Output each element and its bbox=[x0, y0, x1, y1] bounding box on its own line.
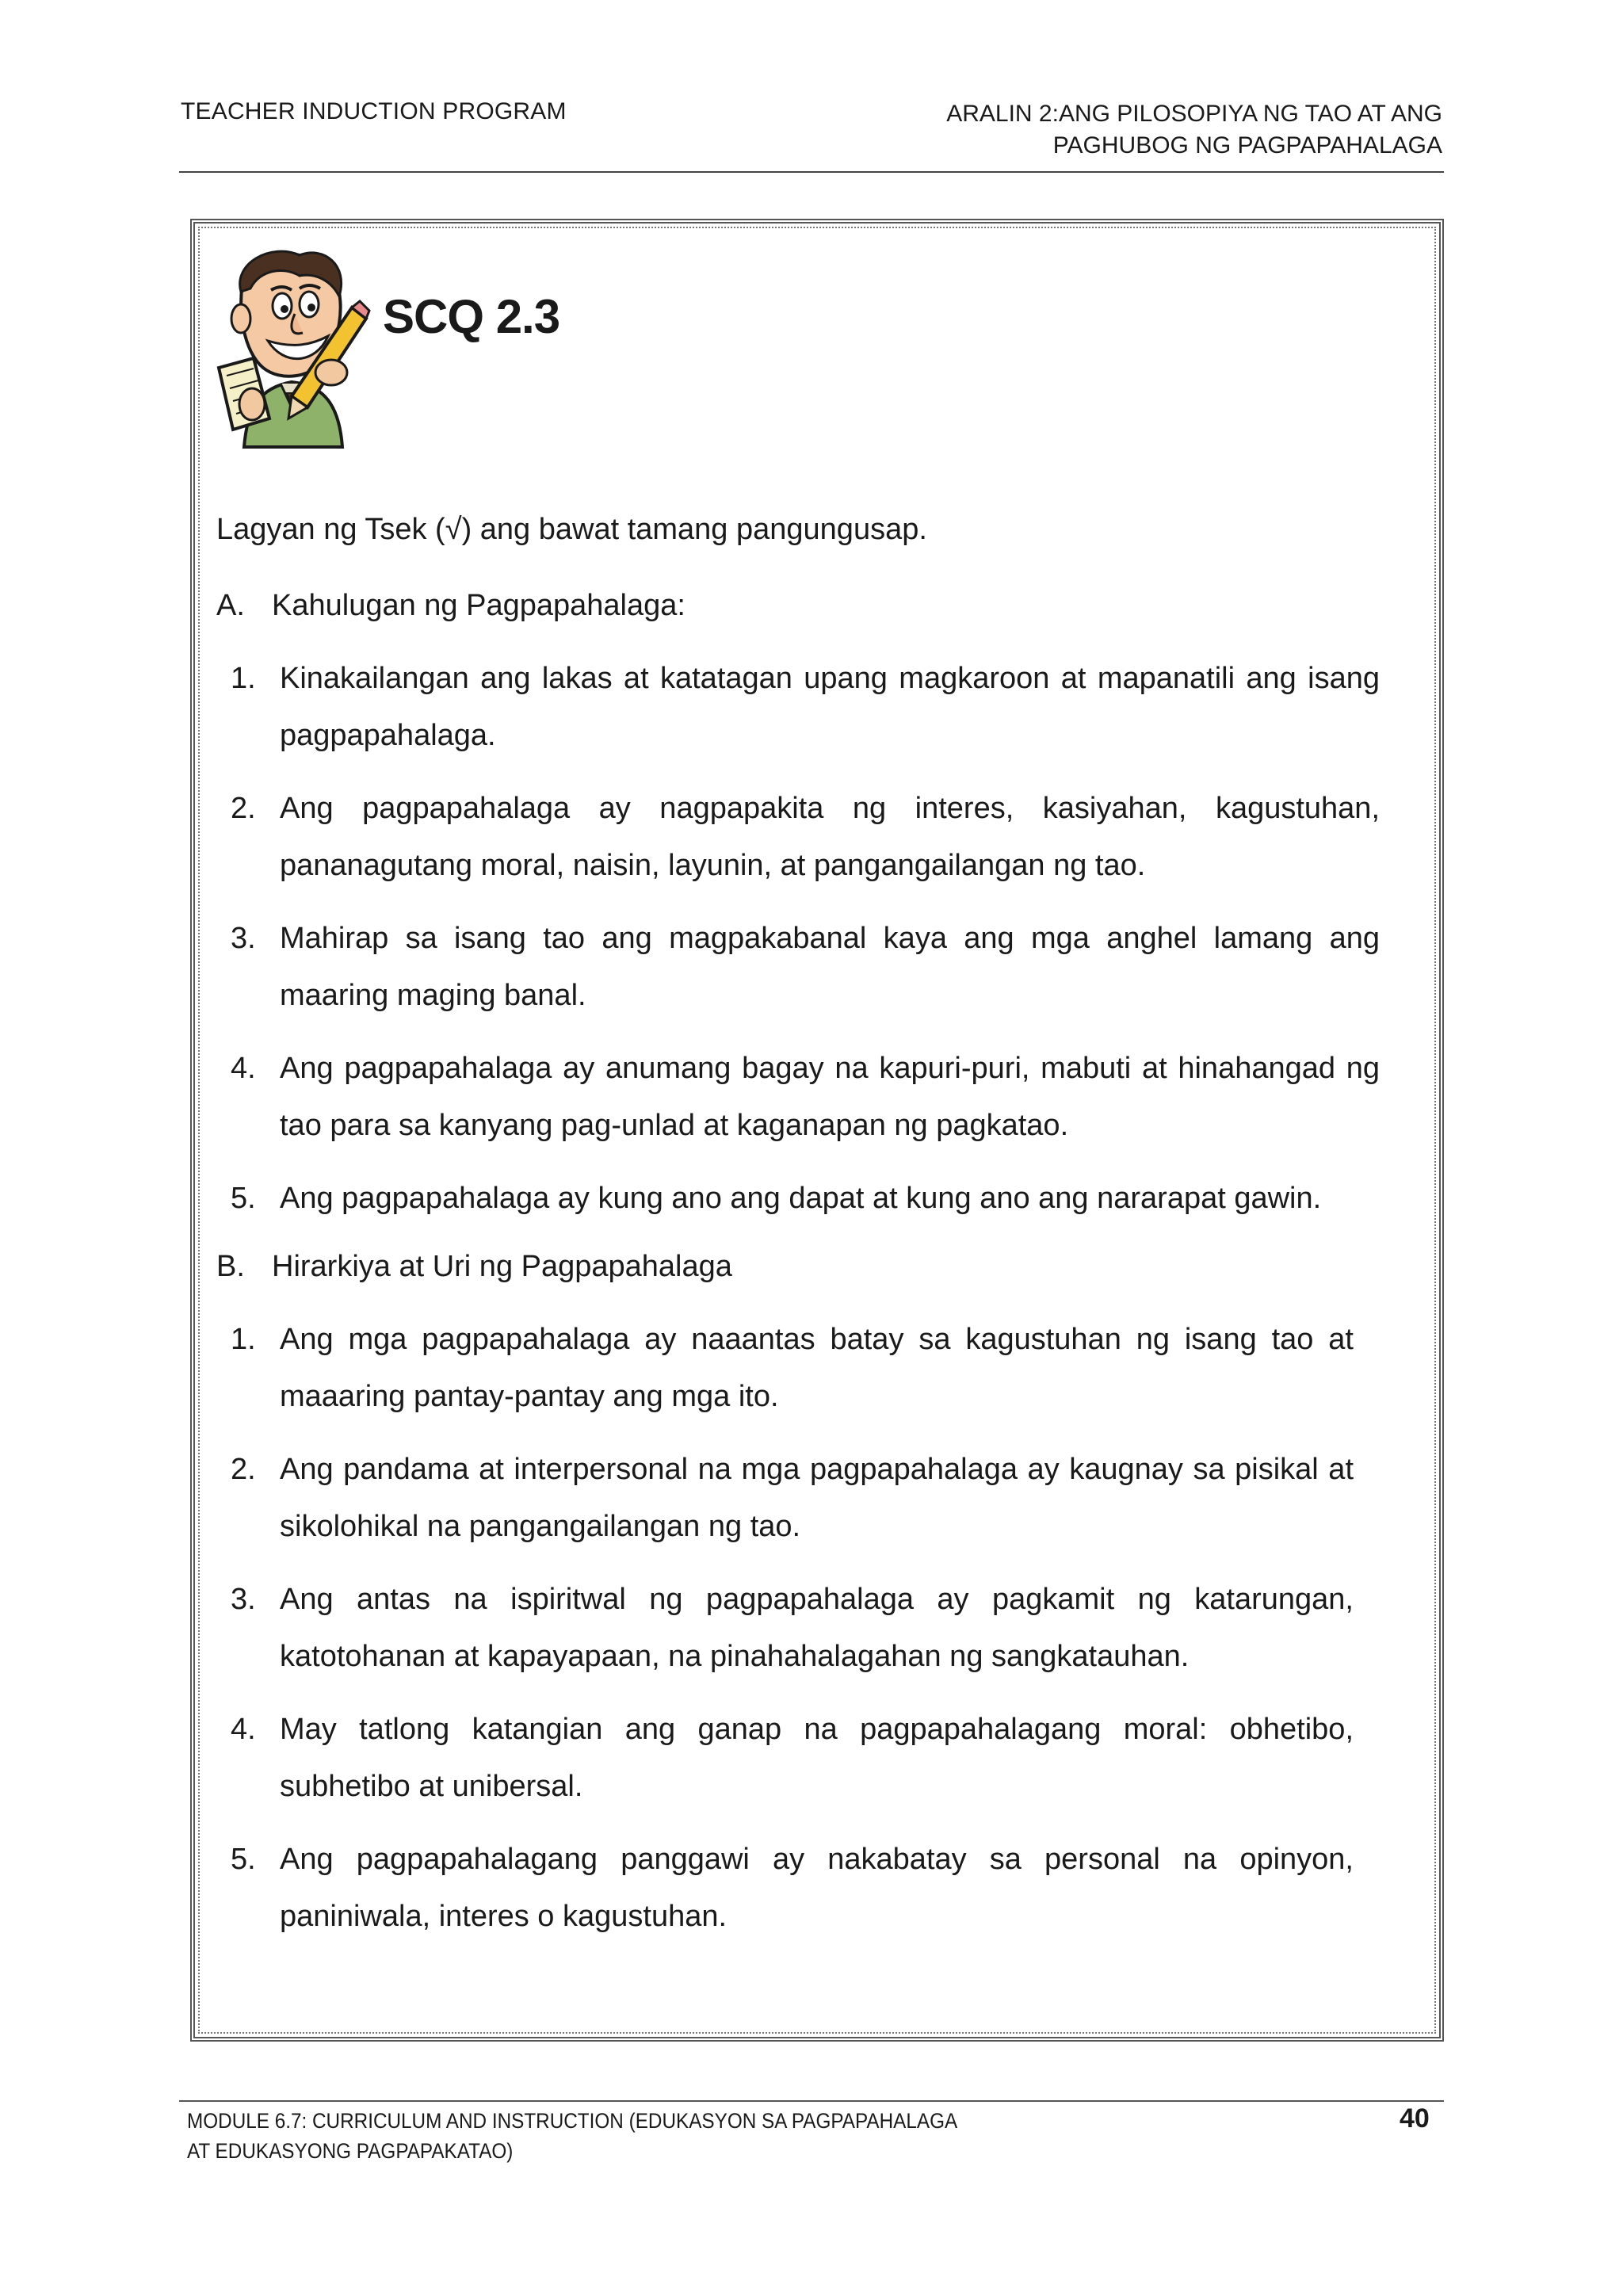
footer-line1: MODULE 6.7: CURRICULUM AND INSTRUCTION (EDUKASYON SA PAGPAPAHALAGA bbox=[187, 2109, 958, 2133]
item-number: 2. bbox=[231, 1453, 256, 1486]
list-item bbox=[216, 1040, 1380, 1154]
section-b-letter: B. bbox=[216, 1250, 245, 1283]
item-number: 5. bbox=[231, 1843, 256, 1876]
list-item bbox=[216, 1441, 1354, 1555]
section-a-letter: A. bbox=[216, 589, 245, 622]
list-item bbox=[216, 650, 1380, 764]
header-program-title: TEACHER INDUCTION PROGRAM bbox=[181, 98, 567, 124]
section-a-heading bbox=[216, 582, 1380, 629]
item-number: 2. bbox=[231, 792, 256, 825]
header-divider bbox=[179, 171, 1444, 173]
item-text: Ang mga pagpapahalaga ay naaantas batay sa kagustuhan ng isang tao at maaaring pantay-pantay ang mga ito. bbox=[280, 1323, 1354, 1413]
cartoon-man-with-pencil-icon bbox=[212, 249, 376, 452]
item-number: 5. bbox=[231, 1182, 256, 1215]
page-number: 40 bbox=[1400, 2103, 1430, 2134]
scq-content bbox=[216, 506, 1380, 1961]
item-text: Kinakailangan ang lakas at katatagan upang magkaroon at mapanatili ang isang pagpapahalaga. bbox=[280, 662, 1380, 752]
item-text: Ang pandama at interpersonal na mga pagpapahalaga ay kaugnay sa pisikal at sikolohikal na pangangailangan ng tao. bbox=[280, 1453, 1354, 1543]
item-text: Mahirap sa isang tao ang magpakabanal kaya ang mga anghel lamang ang maaring maging banal. bbox=[280, 922, 1380, 1012]
section-a-list bbox=[216, 650, 1380, 1227]
list-item bbox=[216, 1170, 1380, 1227]
item-number: 4. bbox=[231, 1713, 256, 1746]
list-item bbox=[216, 1571, 1354, 1685]
header-lesson-title-line1: ARALIN 2:ANG PILOSOPIYA NG TAO AT ANG bbox=[946, 101, 1442, 127]
scq-title: SCQ 2.3 bbox=[383, 290, 560, 343]
header-lesson-title bbox=[946, 98, 1442, 162]
instruction-text: Lagyan ng Tsek (√) ang bawat tamang pangungusap. bbox=[216, 513, 927, 546]
item-text: Ang pagpapahalaga ay nagpapakita ng interes, kasiyahan, kagustuhan, pananagutang moral, naisin, layunin, at pangangailangan ng tao. bbox=[280, 792, 1380, 882]
footer-divider bbox=[179, 2100, 1444, 2102]
list-item bbox=[216, 1831, 1354, 1945]
list-item bbox=[216, 780, 1380, 894]
item-text: Ang pagpapahalagang panggawi ay nakabatay sa personal na opinyon, paniniwala, interes o kagustuhan. bbox=[280, 1843, 1354, 1933]
section-a-title: Kahulugan ng Pagpapahalaga: bbox=[272, 589, 685, 622]
item-text: Ang pagpapahalaga ay anumang bagay na kapuri-puri, mabuti at hinahangad ng tao para sa kanyang pag-unlad at kaganapan ng pagkatao. bbox=[280, 1052, 1380, 1142]
item-number: 3. bbox=[231, 1583, 256, 1616]
section-b-list bbox=[216, 1311, 1380, 1945]
footer-line2: AT EDUKASYONG PAGPAPAKATAO) bbox=[187, 2139, 514, 2163]
list-item bbox=[216, 1311, 1354, 1425]
item-text: Ang antas na ispiritwal ng pagpapahalaga ay pagkamit ng katarungan, katotohanan at kapayapaan, na pinahahalagahan ng sangkatauhan. bbox=[280, 1583, 1354, 1673]
section-b-heading bbox=[216, 1243, 1380, 1290]
list-item bbox=[216, 1701, 1354, 1815]
item-number: 4. bbox=[231, 1052, 256, 1085]
item-number: 1. bbox=[231, 1323, 256, 1356]
item-number: 3. bbox=[231, 922, 256, 955]
item-text: Ang pagpapahalaga ay kung ano ang dapat at kung ano ang nararapat gawin. bbox=[280, 1182, 1322, 1215]
header-lesson-title-line2: PAGHUBOG NG PAGPAPAHALAGA bbox=[1052, 132, 1442, 159]
footer-module-title bbox=[187, 2106, 957, 2166]
item-number: 1. bbox=[231, 662, 256, 695]
section-b-title: Hirarkiya at Uri ng Pagpapahalaga bbox=[272, 1250, 732, 1283]
list-item bbox=[216, 910, 1380, 1024]
item-text: May tatlong katangian ang ganap na pagpapahalagang moral: obhetibo, subhetibo at unibersal. bbox=[280, 1713, 1354, 1803]
